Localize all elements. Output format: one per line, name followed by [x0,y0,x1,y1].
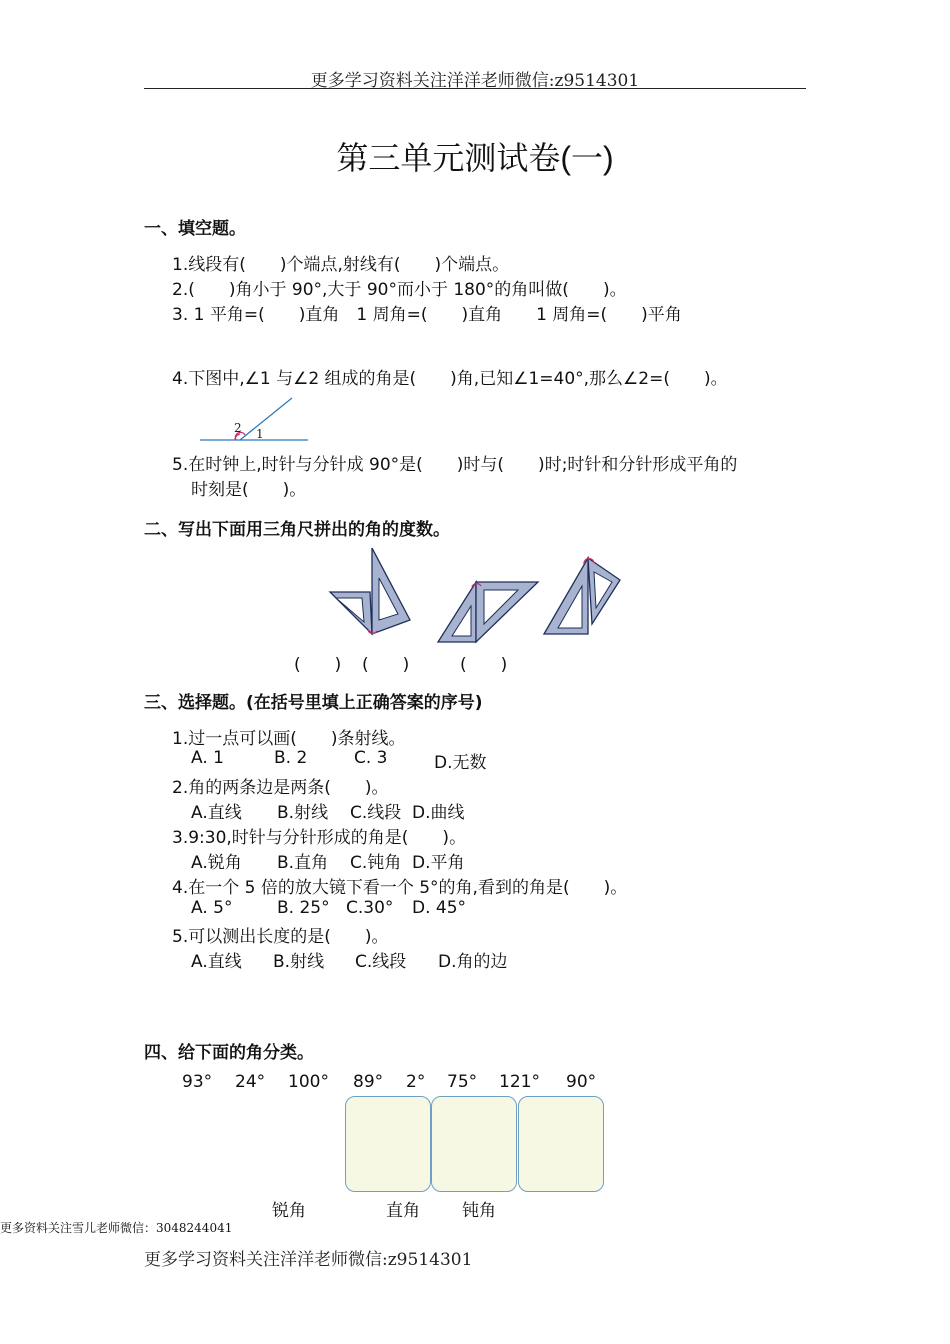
side-note: 更多资料关注雪儿老师微信：3048244041 [0,1221,233,1235]
angle-value: 90° [566,1072,597,1092]
angle-slant-ray [240,398,292,440]
sec3-q5-opt-b: B.射线 [273,952,325,972]
sec3-q3-opt-b: B.直角 [277,853,329,873]
sec2-blank-1: ( ) [294,655,342,675]
angle-label-2: 2 [234,421,242,435]
sec3-q5-opt-d: D.角的边 [438,952,508,972]
angle-value: 24° [235,1072,266,1092]
category-label-obtuse: 钝角 [462,1201,496,1221]
ruler-1b [372,548,410,634]
sec1-q5-line2: 时刻是( )。 [191,480,307,500]
sec3-q1-opt-d: D.无数 [434,753,487,773]
section-2-title: 二、写出下面用三角尺拼出的角的度数。 [144,520,450,540]
sec1-q2: 2.( )角小于 90°,大于 90°而小于 180°的角叫做( )。 [172,280,627,300]
sec3-q2-opt-a: A.直线 [191,803,242,823]
category-label-right: 直角 [386,1201,420,1221]
section-3-title: 三、选择题。(在括号里填上正确答案的序号) [144,693,483,713]
classify-box-right[interactable] [431,1096,517,1192]
sec3-q1-opt-b: B. 2 [274,748,308,768]
sec3-q4-opt-a: A. 5° [191,898,233,918]
sec3-q2-opt-d: D.曲线 [412,803,465,823]
ruler-1a-hole [336,598,364,622]
angle-value: 100° [288,1072,329,1092]
classify-box-acute[interactable] [345,1096,431,1192]
sec3-q4-opt-b: B. 25° [277,898,330,918]
sec3-q2-opt-c: C.线段 [350,803,402,823]
sec2-blank-3: ( ) [460,655,508,675]
sec3-q5-opt-a: A.直线 [191,952,242,972]
sec1-q3: 3. 1 平角=( )直角 1 周角=( )直角 1 周角=( )平角 [172,305,682,325]
sec1-q5-line1: 5.在时钟上,时针与分针成 90°是( )时与( )时;时针和分针形成平角的 [172,455,738,475]
triangle-rulers-figure [326,544,626,648]
sec3-q4: 4.在一个 5 倍的放大镜下看一个 5°的角,看到的角是( )。 [172,878,628,898]
classify-box-obtuse[interactable] [518,1096,604,1192]
section-1-title: 一、填空题。 [144,219,246,239]
sec3-q3: 3.9:30,时针与分针形成的角是( )。 [172,828,467,848]
sec3-q2: 2.角的两条边是两条( )。 [172,778,389,798]
section-4-title: 四、给下面的角分类。 [144,1043,314,1063]
sec3-q3-opt-d: D.平角 [412,853,465,873]
sec3-q3-opt-c: C.钝角 [350,853,402,873]
sec3-q2-opt-b: B.射线 [277,803,329,823]
sec2-blank-2: ( ) [362,655,410,675]
sec3-q4-opt-d: D. 45° [412,898,467,918]
sec3-q1-opt-a: A. 1 [191,748,224,768]
sec3-q3-opt-a: A.锐角 [191,853,242,873]
angle-label-1: 1 [256,427,264,441]
sec1-q1: 1.线段有( )个端点,射线有( )个端点。 [172,255,510,275]
sec1-q4: 4.下图中,∠1 与∠2 组成的角是( )角,已知∠1=40°,那么∠2=( )。 [172,369,728,389]
angle-value: 93° [182,1072,213,1092]
page-title: 第三单元测试卷(一) [336,140,614,176]
category-label-acute: 锐角 [272,1201,306,1221]
header-rule [144,88,806,89]
angle-figure [196,394,312,444]
angle-value: 121° [499,1072,540,1092]
sec3-q4-opt-c: C.30° [346,898,394,918]
angle-value: 89° [353,1072,384,1092]
page-header: 更多学习资料关注洋洋老师微信:z9514301 [310,71,640,91]
angle-value: 75° [447,1072,478,1092]
sec3-q5: 5.可以测出长度的是( )。 [172,927,389,947]
page-footer: 更多学习资料关注洋洋老师微信:z9514301 [144,1250,473,1270]
angle-value: 2° [406,1072,426,1092]
sec3-q1: 1.过一点可以画( )条射线。 [172,729,406,749]
sec3-q1-opt-c: C. 3 [354,748,388,768]
sec3-q5-opt-c: C.线段 [355,952,407,972]
